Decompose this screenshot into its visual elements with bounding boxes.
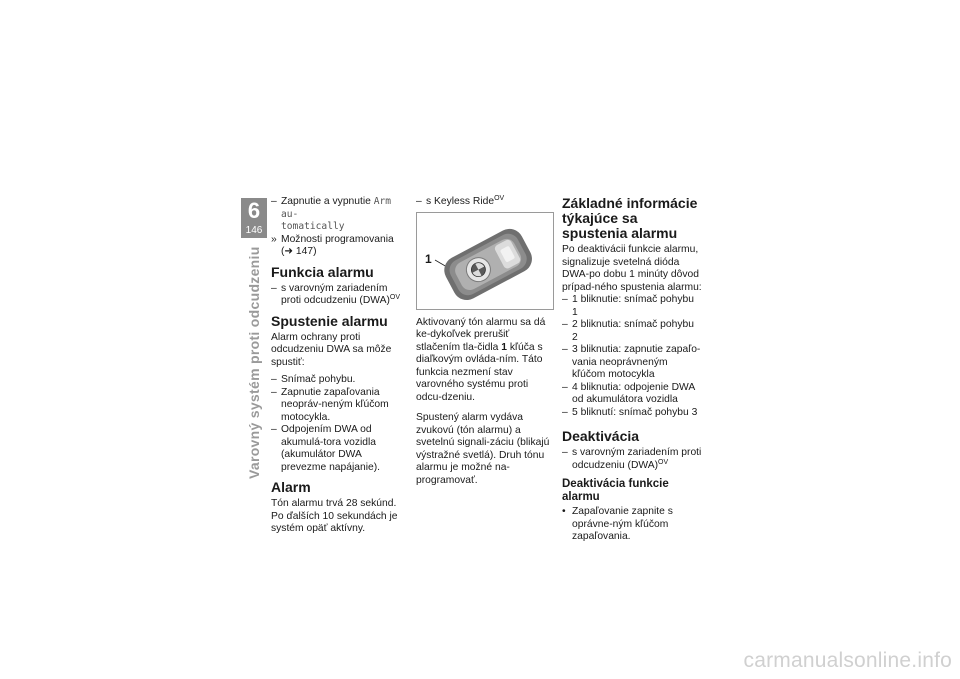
- list-item: – 3 bliknutia: zapnutie zapaľo-vania neoprávneným kľúčom motocykla: [562, 344, 702, 382]
- intro-list: [271, 196, 407, 259]
- option-sup: OV: [658, 458, 669, 466]
- keyless-list: [416, 196, 552, 209]
- zakladne-text: Po deaktivácii funkcie alarmu, signalizuje svetelná dióda DWA-po dobu 1 minúty dôvod prípad-ného spustenia alarmu:: [562, 244, 702, 293]
- page-number: 146: [245, 225, 263, 236]
- arm-automatically-code-cont: tomatically: [281, 221, 345, 232]
- list-item: – 1 bliknutie: snímač pohybu 1: [562, 294, 702, 319]
- arm-automatically-code: Arm au-: [281, 196, 392, 220]
- heading-deaktivacia-funkcie: Deaktivácia funkcie alarmu: [562, 478, 669, 503]
- list-item: – Zapnutie zapaľovania neopráv-neným kľúčom motocykla.: [271, 387, 407, 425]
- list-item: – s Keyless Ride$^{OV}$: [416, 196, 552, 209]
- column-2: [416, 196, 552, 492]
- spustenie-list: [271, 374, 407, 474]
- chapter-tab: [241, 198, 267, 238]
- column-3: [562, 196, 702, 546]
- alarm-text: Tón alarmu trvá 28 sekúnd. Po ďalších 10 sekundách je systém opäť aktívny.: [271, 498, 398, 534]
- signal-paragraph: Spustený alarm vydáva zvukovú (tón alarmu) a svetelnú signali-záciu (blikajú výstražné svetlá). Druh tónu alarmu je možné na-programovať.: [416, 412, 550, 486]
- list-item: – 5 bliknutí: snímač pohybu 3: [562, 407, 702, 420]
- funkcia-list: [271, 283, 407, 308]
- side-title: [241, 243, 267, 483]
- figure-callout-label: 1: [425, 251, 432, 266]
- heading-funkcia: Funkcia alarmu: [271, 263, 374, 280]
- heading-zakladne: Základné informácie týkajúce sa spustenia alarmu: [562, 195, 698, 241]
- list-item-link[interactable]: » Možnosti programovania (➜ 147): [271, 234, 407, 259]
- list-item: – Snímač pohybu.: [271, 374, 407, 387]
- heading-alarm: Alarm: [271, 479, 311, 495]
- key-fob-figure: [416, 212, 554, 310]
- heading-deaktivacia: Deaktivácia: [562, 428, 640, 444]
- deaktivacia-list: [562, 447, 702, 472]
- list-item: – Odpojením DWA od akumulá-tora vozidla (akumulátor DWA prevezme napájanie).: [271, 424, 407, 474]
- page-reference-link[interactable]: (➜ 147): [281, 246, 317, 257]
- option-sup: OV: [494, 195, 505, 202]
- option-sup: OV: [389, 294, 401, 301]
- column-1: [271, 196, 407, 541]
- list-item: – s varovným zariadením proti odcudzeniu (DWA)$^{OV}$: [271, 283, 407, 308]
- watermark: carmanualsonline.info: [743, 649, 952, 672]
- heading-spustenie: Spustenie alarmu: [271, 312, 388, 329]
- list-item: • Zapaľovanie zapnite s oprávne-ným kľúčom zapaľovania.: [562, 506, 702, 544]
- spustenie-text: Alarm ochrany proti odcudzeniu DWA sa môže spustiť:: [271, 331, 392, 368]
- list-item: – 2 bliknutia: snímač pohybu 2: [562, 319, 702, 344]
- interrupt-paragraph: Aktivovaný tón alarmu sa dá ke-dykoľvek prerušiť stlačením tla-čidla 1 kľúča s diaľkovým ovláda-ním. Táto funkcia nezmení stav varovného systému proti odcu-dzeniu.: [416, 316, 546, 403]
- list-item: – s varovným zariadením proti odcudzeniu (DWA)$^{OV}$: [562, 447, 702, 472]
- side-title-text: Varovný systém proti odcudzeniu: [246, 246, 262, 479]
- list-item: – 4 bliknutia: odpojenie DWA od akumulátora vozidla: [562, 382, 702, 407]
- blink-code-list: [562, 294, 702, 419]
- key-fob-icon: [417, 213, 553, 309]
- list-item: – Zapnutie a vypnutie Arm au- tomatically: [271, 196, 407, 234]
- chapter-number: 6: [247, 198, 261, 223]
- deaktivacia-funkcie-list: [562, 506, 702, 544]
